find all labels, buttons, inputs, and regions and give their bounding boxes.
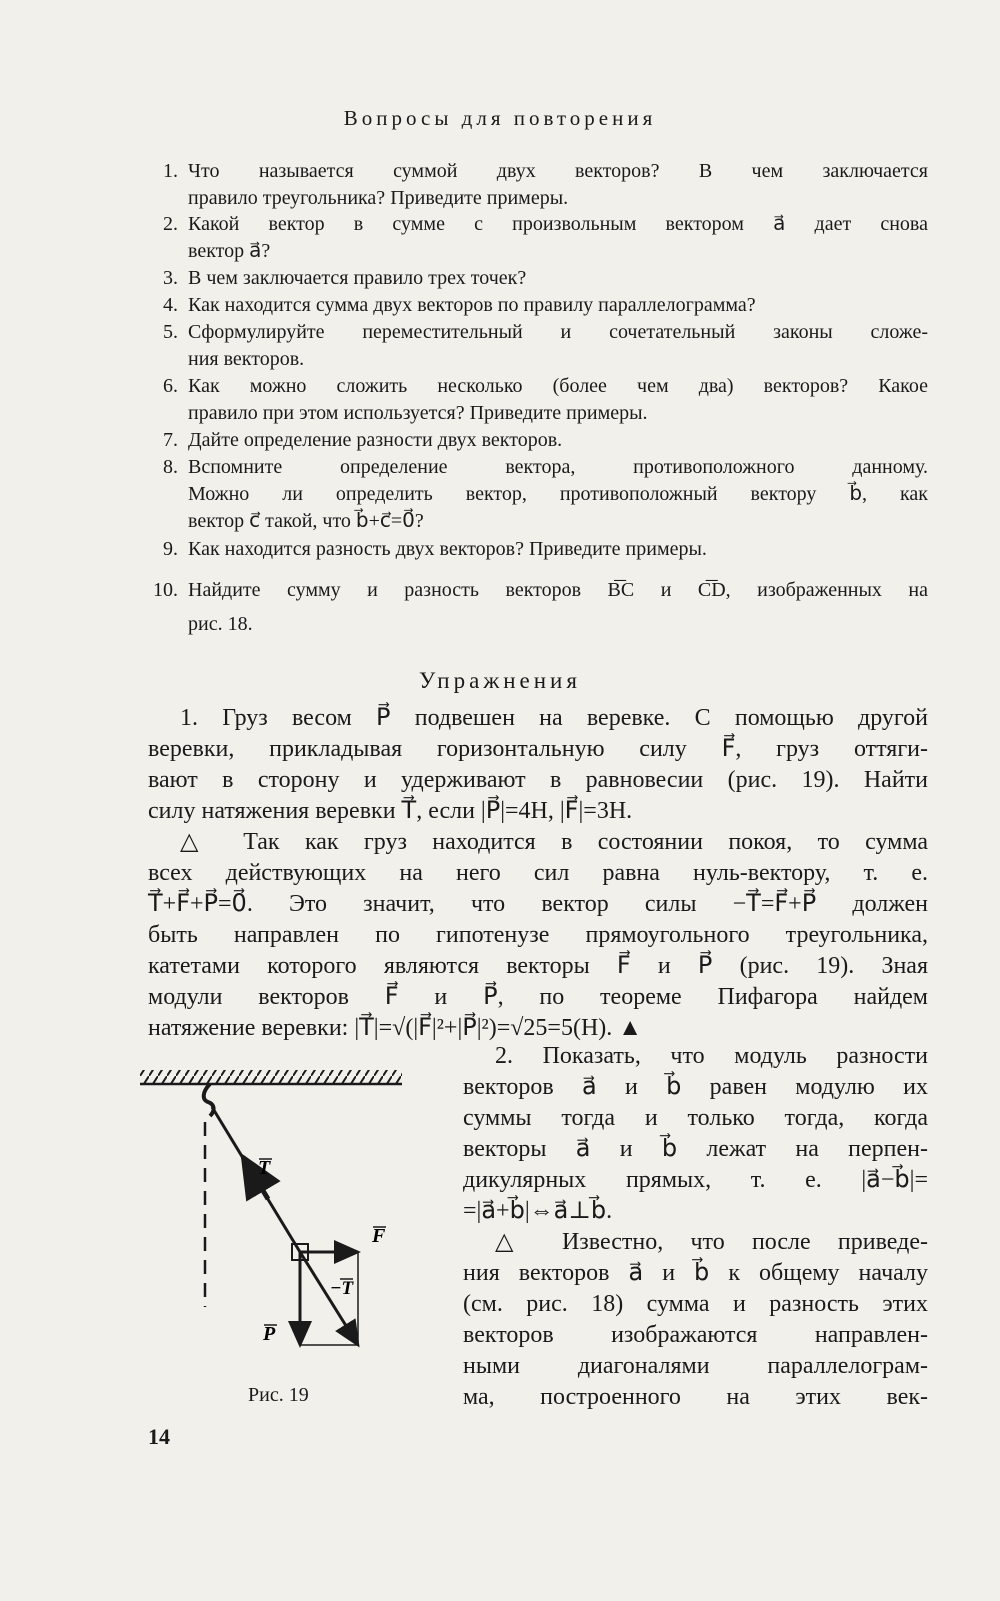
question-line: рис. 18. — [188, 613, 253, 635]
question-line: Как можно сложить несколько (более чем два) векторов? Какое — [188, 375, 928, 397]
exercise-1 — [148, 703, 928, 1044]
question-text — [188, 211, 928, 265]
question-line: Как находится разность двух векторов? Приведите примеры. — [188, 538, 707, 560]
question-text — [188, 536, 928, 563]
question-text — [188, 573, 928, 641]
hook — [204, 1084, 214, 1116]
exercise-2-line: суммы тогда и только тогда, когда — [463, 1105, 928, 1131]
question-number: 1. — [163, 160, 178, 182]
exercise-1-solution-line: модули векторов F⃗ и P⃗, по теореме Пифагора найдем — [148, 984, 928, 1010]
question-number: 7. — [163, 429, 178, 451]
question-line: Найдите сумму и разность векторов B͞C и C͞D, изображенных на — [188, 579, 928, 601]
figure-19-caption: Рис. 19 — [248, 1384, 309, 1406]
exercise-1-line: силу натяжения веревки T⃗, если |P⃗|=4Н, |F⃗|=3Н. — [148, 798, 633, 824]
label-T: T — [258, 1157, 271, 1179]
question-number: 2. — [163, 213, 178, 235]
questions-heading: Вопросы для повторения — [343, 106, 657, 130]
exercise-1-line: веревки, прикладывая горизонтальную силу F⃗, груз оттяги- — [148, 736, 928, 762]
exercise-2-solution-line: ными диагоналями параллелограм- — [463, 1353, 928, 1379]
exercise-2-line: векторов a⃗ и b⃗ равен модулю их — [463, 1074, 928, 1100]
label-F: F — [372, 1225, 386, 1247]
question-line: Вспомните определение вектора, противоположного данному. — [188, 456, 928, 478]
question-text — [188, 373, 928, 427]
exercise-1-solution-line: △ Так как груз находится в состоянии покоя, то сумма — [180, 829, 928, 855]
exercise-1-solution-line: T⃗+F⃗+P⃗=0⃗. Это значит, что вектор силы −T⃗=F⃗+P⃗ должен — [148, 891, 928, 917]
exercise-2-line: дикулярных прямых, т. е. |a⃗−b⃗|= — [463, 1167, 928, 1193]
question-line: Сформулируйте переместительный и сочетательный законы сложе- — [188, 321, 928, 343]
exercise-2-line: =|a⃗+b⃗|⇔a⃗⊥b⃗. — [463, 1198, 613, 1224]
question-line: Можно ли определить вектор, противоположный вектору b⃗, как — [188, 483, 928, 505]
question-number: 8. — [163, 456, 178, 478]
exercise-2-line: векторы a⃗ и b⃗ лежат на перпен- — [463, 1136, 928, 1162]
exercise-2-solution-line: (см. рис. 18) сумма и разность этих — [463, 1291, 928, 1317]
question-line: ния векторов. — [188, 348, 305, 370]
label-P: P — [263, 1323, 276, 1345]
question-text — [188, 427, 928, 454]
exercise-2-solution-line: △ Известно, что после приведе- — [495, 1229, 928, 1255]
question-line: Какой вектор в сумме с произвольным вектором a⃗ дает снова — [188, 213, 928, 235]
exercise-1-solution-line: натяжение веревки: |T⃗|=√(|F⃗|²+|P⃗|²)=√25=5(Н). ▲ — [148, 1015, 643, 1041]
exercise-2-solution-line: ния векторов a⃗ и b⃗ к общему началу — [463, 1260, 928, 1286]
exercise-2 — [463, 1041, 928, 1413]
question-line: вектор c⃗ такой, что b⃗+c⃗=0⃗? — [188, 510, 424, 532]
question-number: 9. — [163, 538, 178, 560]
page-number: 14 — [148, 1424, 170, 1449]
label-minus-T: −T — [330, 1278, 354, 1299]
question-text — [188, 319, 928, 373]
exercise-1-solution-line: катетами которого являются векторы F⃗ и P⃗ (рис. 19). Зная — [148, 953, 928, 979]
question-line: В чем заключается правило трех точек? — [188, 267, 527, 289]
question-number: 3. — [163, 267, 178, 289]
question-text — [188, 265, 928, 292]
exercise-1-line: вают в сторону и удерживают в равновесии (рис. 19). Найти — [148, 767, 928, 793]
question-number: 5. — [163, 321, 178, 343]
exercise-2-solution-line: ма, построенного на этих век- — [463, 1384, 928, 1410]
question-text — [188, 292, 928, 319]
exercise-2-line: 2. Показать, что модуль разности — [495, 1043, 928, 1069]
exercise-1-line: 1. Груз весом P⃗ подвешен на веревке. С помощью другой — [180, 705, 928, 731]
exercise-2-solution-line: векторов изображаются направлен- — [463, 1322, 928, 1348]
question-line: правило треугольника? Приведите примеры. — [188, 187, 569, 209]
question-number: 6. — [163, 375, 178, 397]
question-line: правило при этом используется? Приведите примеры. — [188, 402, 648, 424]
exercise-1-solution-line: всех действующих на него сил равна нуль-вектору, т. е. — [148, 860, 928, 886]
question-number: 10. — [153, 579, 178, 601]
question-number: 4. — [163, 294, 178, 316]
ceiling — [140, 1070, 402, 1084]
exercise-1-solution-line: быть направлен по гипотенузе прямоугольного треугольника, — [148, 922, 928, 948]
vector-overarrows — [259, 1159, 386, 1325]
figure-19-force-diagram — [140, 1062, 415, 1362]
question-text — [188, 158, 928, 212]
question-line: Как находится сумма двух векторов по правилу параллелограмма? — [188, 294, 756, 316]
question-line: Дайте определение разности двух векторов. — [188, 429, 563, 451]
question-line: вектор a⃗? — [188, 240, 271, 262]
question-text — [188, 454, 928, 535]
question-line: Что называется суммой двух векторов? В чем заключается — [188, 160, 928, 182]
exercises-heading: Упражнения — [419, 668, 581, 693]
